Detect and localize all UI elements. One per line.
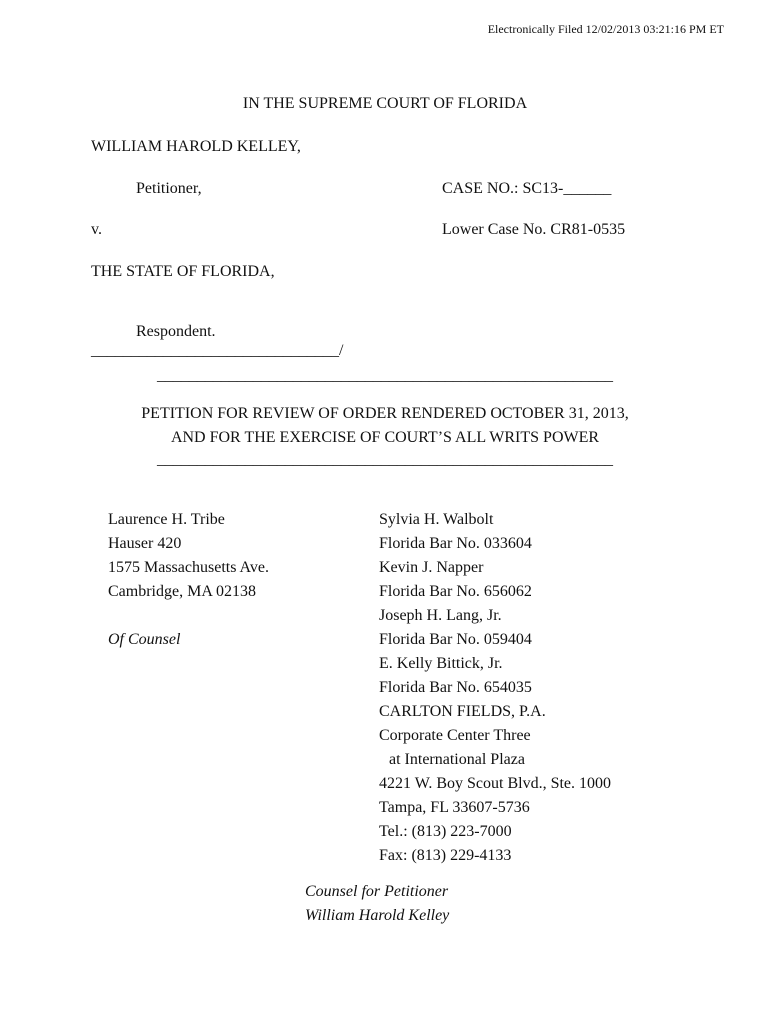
title-rule-top: _________________________________________________________ [157,367,613,384]
counsel-block [379,508,611,868]
of-counsel-block [108,508,269,652]
counsel-line: Sylvia H. Walbolt [379,511,494,528]
versus: v. [91,221,102,238]
closing-signature [305,880,449,928]
case-number: CASE NO.: SC13-______ [442,180,612,197]
counsel-line: Fax: (813) 229-4133 [379,847,512,864]
respondent-name: THE STATE OF FLORIDA, [91,263,275,280]
lower-case-number: Lower Case No. CR81-0535 [442,221,626,238]
counsel-line: at International Plaza [389,751,525,768]
of-counsel-line: Laurence H. Tribe [108,511,225,528]
closing-line-1: Counsel for Petitioner [305,883,449,900]
counsel-line: Florida Bar No. 059404 [379,631,532,648]
respondent-role: Respondent. [136,323,216,340]
title-line-1: PETITION FOR REVIEW OF ORDER RENDERED OCTOBER 31, 2013, [141,405,629,422]
filing-stamp: Electronically Filed 12/02/2013 03:21:16 PM ET [487,22,724,36]
counsel-line: CARLTON FIELDS, P.A. [379,703,546,720]
counsel-line: Florida Bar No. 033604 [379,535,532,552]
spacer [108,604,269,628]
counsel-line: 4221 W. Boy Scout Blvd., Ste. 1000 [379,775,612,792]
counsel-line: Florida Bar No. 654035 [379,679,532,696]
counsel-line: Joseph H. Lang, Jr. [379,607,502,624]
petitioner-name: WILLIAM HAROLD KELLEY, [91,138,301,155]
counsel-line: Tel.: (813) 223-7000 [379,823,512,840]
title-line-2: AND FOR THE EXERCISE OF COURT’S ALL WRITS POWER [170,429,600,446]
title-rule-bottom: _________________________________________________________ [157,451,613,468]
court-heading: IN THE SUPREME COURT OF FLORIDA [242,95,528,112]
of-counsel-line: Cambridge, MA 02138 [108,583,256,600]
counsel-line: Kevin J. Napper [379,559,484,576]
of-counsel-line: Hauser 420 [108,535,182,552]
petition-title [0,402,770,450]
of-counsel-label: Of Counsel [108,631,181,648]
of-counsel-line: 1575 Massachusetts Ave. [108,559,270,576]
petitioner-role: Petitioner, [136,180,202,197]
counsel-line: E. Kelly Bittick, Jr. [379,655,503,672]
counsel-line: Corporate Center Three [379,727,531,744]
caption-rule: _______________________________/ [91,342,344,359]
counsel-line: Tampa, FL 33607-5736 [379,799,530,816]
counsel-line: Florida Bar No. 656062 [379,583,532,600]
closing-line-2: William Harold Kelley [305,907,450,924]
